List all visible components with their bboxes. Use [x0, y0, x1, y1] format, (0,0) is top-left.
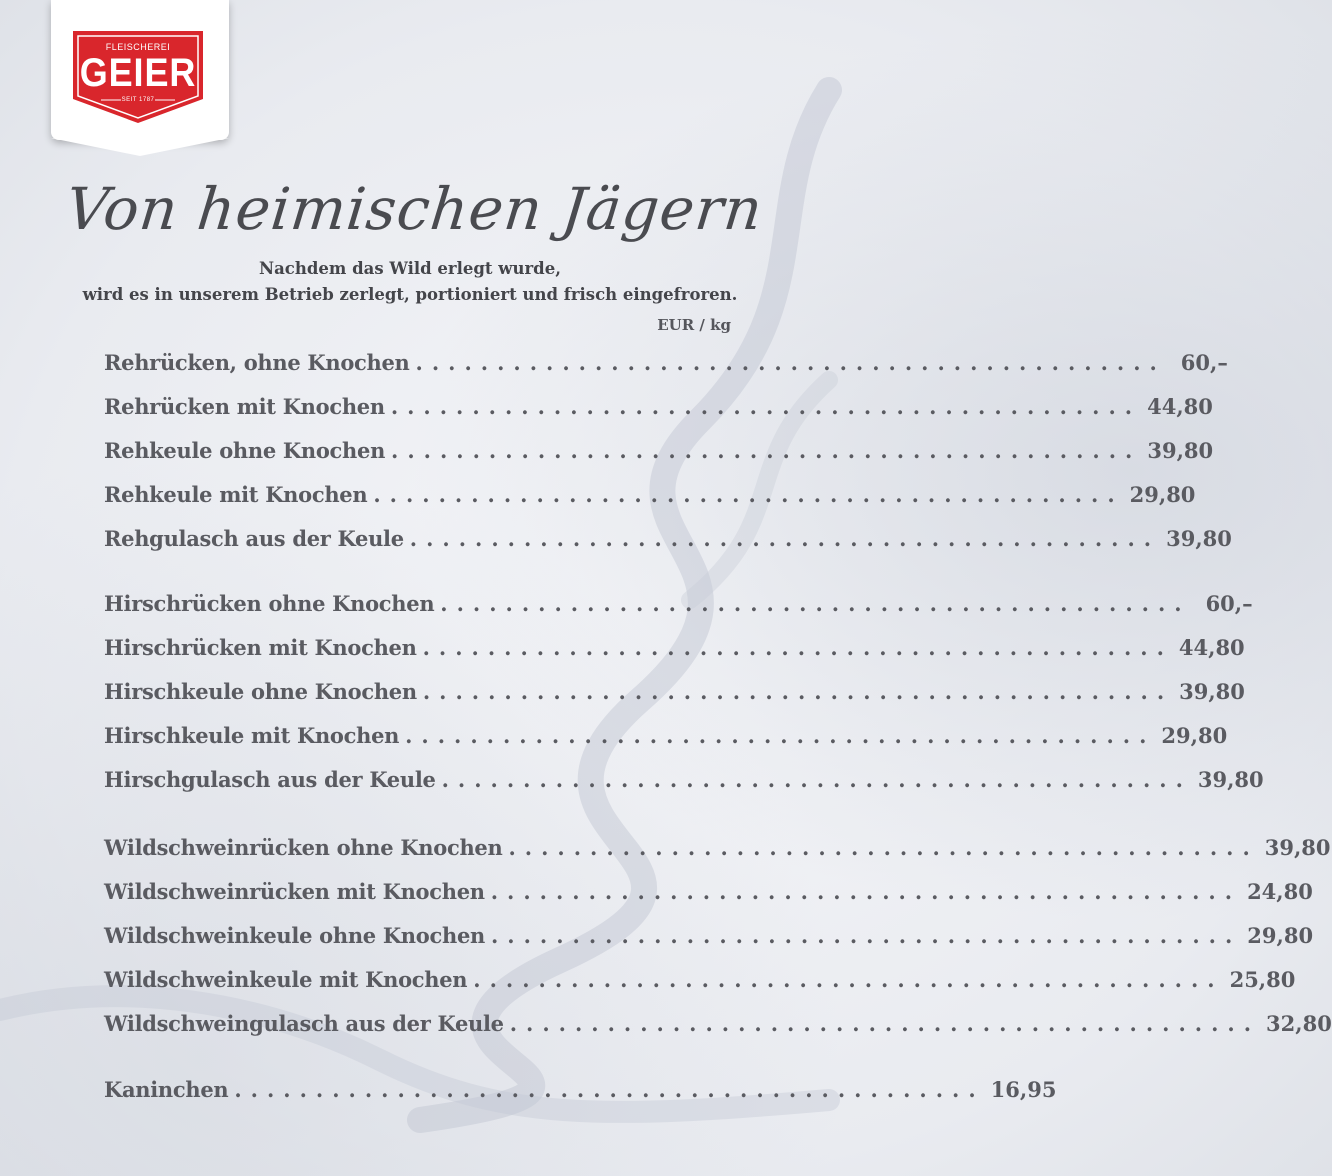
leader-dots: .............................................. [234, 1077, 985, 1102]
price-row [104, 635, 1245, 665]
leader-dots: .............................................. [473, 967, 1224, 992]
item-name: Rehrücken mit Knochen [104, 394, 385, 419]
price-row [104, 350, 1228, 380]
item-name: Wildschweinkeule ohne Knochen [104, 923, 485, 948]
item-name: Rehkeule mit Knochen [104, 482, 368, 507]
price-unit-label: EUR / kg [657, 316, 731, 334]
item-name: Hirschrücken ohne Knochen [104, 591, 435, 616]
item-name: Hirschgulasch aus der Keule [104, 767, 436, 792]
item-price: 44,80 [1147, 394, 1213, 419]
price-row [104, 1077, 1057, 1107]
item-name: Wildschweinrücken mit Knochen [104, 879, 485, 904]
leader-dots: .............................................. [391, 438, 1142, 463]
item-name: Rehgulasch aus der Keule [104, 526, 404, 551]
item-price: 60,– [1205, 591, 1253, 616]
price-row [104, 723, 1228, 753]
item-price: 39,80 [1264, 835, 1331, 860]
brand-logo [71, 29, 205, 127]
leader-dots: .............................................. [509, 1011, 1261, 1036]
leader-dots: .............................................. [490, 923, 1242, 948]
item-name: Hirschkeule ohne Knochen [104, 679, 417, 704]
item-price: 25,80 [1229, 967, 1296, 992]
leader-dots: .............................................. [441, 767, 1192, 792]
leader-dots: .............................................. [422, 635, 1173, 660]
price-row [104, 923, 1314, 953]
brand-top-text: FLEISCHEREI [105, 42, 171, 52]
item-name: Wildschweinrücken ohne Knochen [104, 835, 503, 860]
intro-line-1: Nachdem das Wild erlegt wurde, [259, 259, 561, 278]
item-price: 39,80 [1197, 767, 1264, 792]
item-price: 16,95 [990, 1077, 1057, 1102]
price-row [104, 879, 1313, 909]
price-row [104, 679, 1245, 709]
leader-dots: .............................................. [508, 835, 1259, 860]
brand-since: SEIT 1787 [121, 97, 155, 103]
item-name: Wildschweinkeule mit Knochen [104, 967, 468, 992]
price-row [104, 1011, 1332, 1041]
item-price: 24,80 [1247, 879, 1313, 904]
item-name: Hirschrücken mit Knochen [104, 635, 417, 660]
price-row [104, 394, 1213, 424]
leader-dots: .............................................. [490, 879, 1242, 904]
leader-dots: .............................................. [373, 482, 1124, 507]
item-price: 44,80 [1178, 635, 1245, 660]
item-name: Rehkeule ohne Knochen [104, 438, 386, 463]
logo-tab [51, 0, 229, 140]
item-name: Hirschkeule mit Knochen [104, 723, 400, 748]
item-name: Rehrücken, ohne Knochen [104, 350, 410, 375]
leader-dots: .............................................. [415, 350, 1166, 375]
price-row [104, 482, 1196, 512]
item-price: 39,80 [1166, 526, 1232, 551]
item-price: 39,80 [1147, 438, 1214, 463]
price-row [104, 835, 1331, 865]
price-row [104, 591, 1253, 621]
leader-dots: .............................................. [422, 679, 1174, 704]
page-headline: Von heimischen Jägern [62, 175, 767, 243]
item-price: 32,80 [1266, 1011, 1332, 1036]
item-price: 60,– [1180, 350, 1228, 375]
leader-dots: .............................................. [440, 591, 1191, 616]
intro-line-2: wird es in unserem Betrieb zerlegt, portioniert und frisch eingefroren. [82, 285, 738, 304]
item-price: 29,80 [1247, 923, 1314, 948]
leader-dots: .............................................. [405, 723, 1156, 748]
item-price: 29,80 [1129, 482, 1196, 507]
price-row [104, 967, 1296, 997]
price-row [104, 767, 1264, 797]
leader-dots: .............................................. [409, 526, 1161, 551]
price-row [104, 438, 1214, 468]
item-price: 39,80 [1179, 679, 1245, 704]
item-price: 29,80 [1161, 723, 1228, 748]
brand-name: GEIER [79, 51, 197, 95]
price-row [104, 526, 1232, 556]
item-name: Kaninchen [104, 1077, 229, 1102]
leader-dots: .............................................. [390, 394, 1142, 419]
item-name: Wildschweingulasch aus der Keule [104, 1011, 504, 1036]
